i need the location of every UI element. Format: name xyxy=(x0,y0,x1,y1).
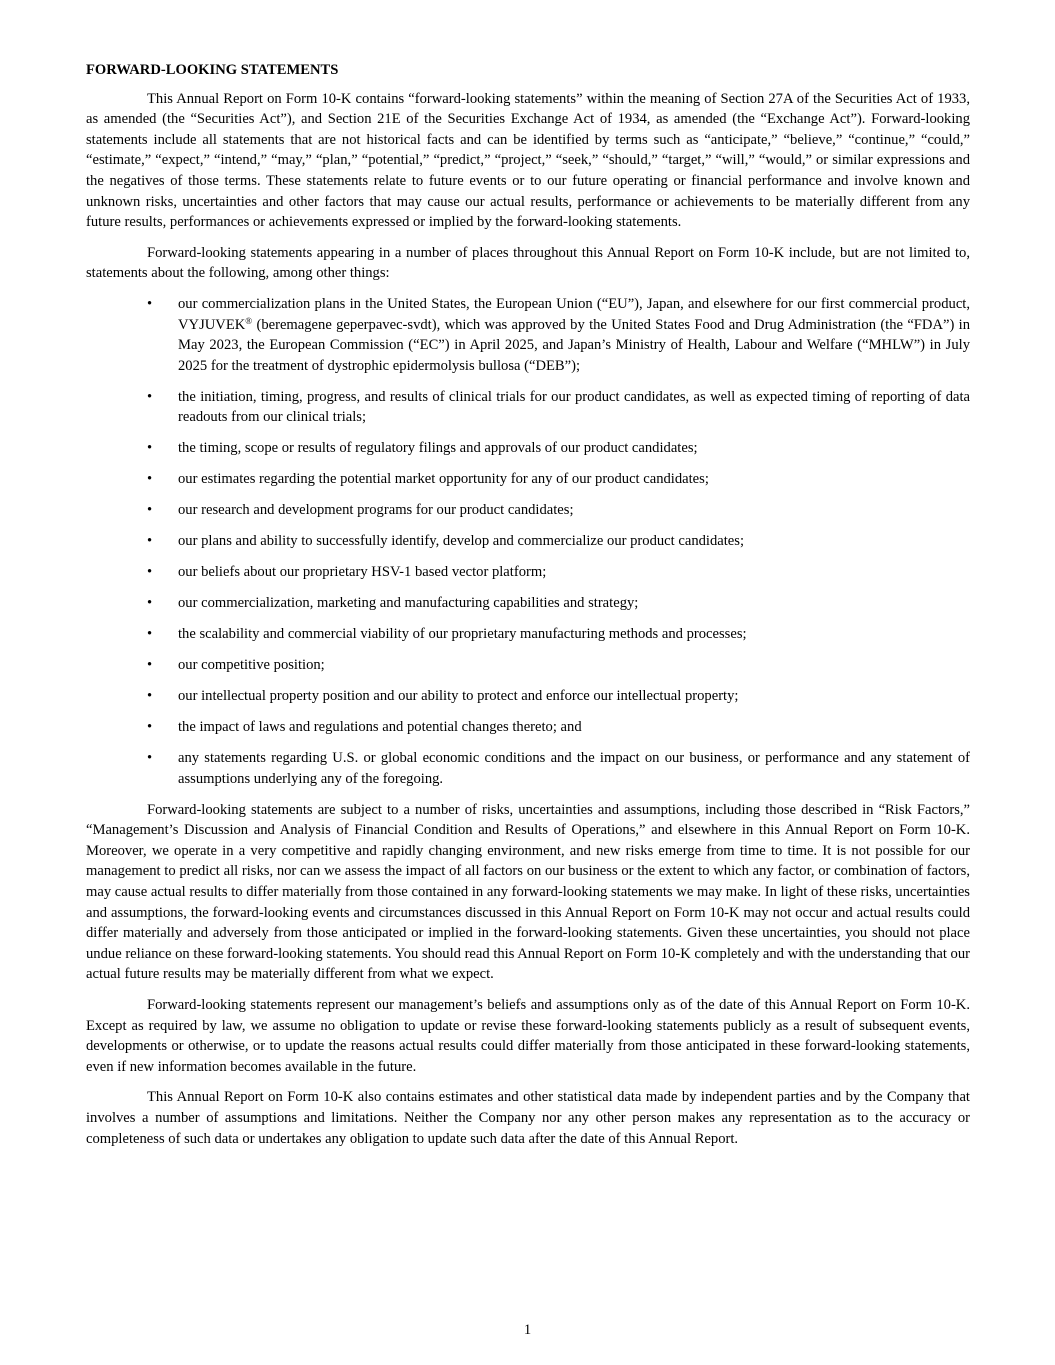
list-item xyxy=(86,686,970,707)
list-item xyxy=(86,593,970,614)
bullet-mark: • xyxy=(147,388,153,405)
bullet-mark: • xyxy=(147,533,153,550)
outro-paragraph-3: This Annual Report on Form 10-K also contains estimates and other statistical data made by independent parties and by the Company that involves a number of assumptions and limitations. Neither the Company nor any other person makes any representation as to the accuracy or completeness of such data or undertakes any obligation to update such data after the date of this Annual Report. xyxy=(86,1089,970,1147)
list-item-text: our commercialization plans in the United States, the European Union (“EU”), Japan, and elsewhere for our first commercial product, VYJUVEK xyxy=(178,295,970,333)
bullet-mark: • xyxy=(147,440,153,457)
bullet-mark: • xyxy=(147,750,153,767)
list-item xyxy=(86,562,970,583)
registered-mark: ® xyxy=(245,315,253,326)
list-item-text: our plans and ability to successfully identify, develop and commercialize our product candidates; xyxy=(178,533,745,550)
list-item-text: our intellectual property position and our ability to protect and enforce our intellectual property; xyxy=(178,688,739,705)
list-item-text: any statements regarding U.S. or global economic conditions and the impact on our business, or performance and any statement of assumptions underlying any of the foregoing. xyxy=(178,750,970,787)
bullet-mark: • xyxy=(147,657,153,674)
list-item xyxy=(86,387,970,428)
bullet-mark: • xyxy=(147,719,153,736)
intro-paragraph-2: Forward-looking statements appearing in a number of places throughout this Annual Report on Form 10-K include, but are not limited to, statements about the following, among other things: xyxy=(86,244,970,282)
list-item xyxy=(86,500,970,521)
list-item-text: the initiation, timing, progress, and results of clinical trials for our product candidates, as well as expected timing of reporting of data readouts from our clinical trials; xyxy=(178,388,970,426)
bullet-mark: • xyxy=(147,564,153,581)
list-item xyxy=(86,294,970,376)
bullet-mark: • xyxy=(147,688,153,705)
list-item xyxy=(86,655,970,676)
list-item-text: our estimates regarding the potential market opportunity for any of our product candidates; xyxy=(178,471,709,488)
bullet-list xyxy=(86,294,970,789)
section-heading: FORWARD-LOOKING STATEMENTS xyxy=(86,62,339,78)
bullet-mark: • xyxy=(147,471,153,488)
list-item xyxy=(86,469,970,490)
list-item-text: our beliefs about our proprietary HSV-1 based vector platform; xyxy=(178,564,547,581)
page-number: 1 xyxy=(523,1322,532,1338)
list-item-text: the timing, scope or results of regulatory filings and approvals of our product candidates; xyxy=(178,440,698,457)
list-item-text: our commercialization, marketing and manufacturing capabilities and strategy; xyxy=(178,595,639,612)
list-item xyxy=(86,717,970,738)
list-item xyxy=(86,624,970,645)
document-page xyxy=(86,60,970,1159)
list-item-text: (beremagene geperpavec-svdt), which was approved by the United States Food and Drug Administration (the “FDA”) in May 2023, the European Commission (“EC”) in April 2025, and Japan’s Ministry of Health, Labour and Welfare (“MHLW”) in July 2025 for the treatment of dystrophic epidermolysis bullosa (“DEB”); xyxy=(178,316,970,374)
list-item xyxy=(86,748,970,789)
bullet-mark: • xyxy=(147,502,153,519)
outro-paragraph-1: Forward-looking statements are subject to a number of risks, uncertainties and assumptions, including those described in “Risk Factors,” “Management’s Discussion and Analysis of Financial Condition and Results of Operations,” and elsewhere in this Annual Report on Form 10-K. Moreover, we operate in a very competitive and rapidly changing environment, and new risks emerge from time to time. It is not possible for our management to predict all risks, nor can we assess the impact of all factors on our business or the extent to which any factor, or combination of factors, may cause actual results to differ materially from those contained in any forward-looking statements we may make. In light of these risks, uncertainties and assumptions, the forward-looking events and circumstances discussed in this Annual Report on Form 10-K may not occur and actual results could differ materially and adversely from those anticipated or implied in the forward-looking statements. Given these uncertainties, you should not place undue reliance on these forward-looking statements. You should read this Annual Report on Form 10-K completely and with the understanding that our actual future results may be materially different from what we expect. xyxy=(86,801,970,983)
bullet-mark: • xyxy=(147,626,153,643)
list-item-text: our research and development programs for our product candidates; xyxy=(178,502,574,519)
bullet-mark: • xyxy=(147,295,153,312)
list-item-text: the scalability and commercial viability of our proprietary manufacturing methods and processes; xyxy=(178,626,747,643)
list-item-text: the impact of laws and regulations and potential changes thereto; and xyxy=(178,719,582,736)
list-item-text: our competitive position; xyxy=(178,657,325,674)
intro-paragraph-1: This Annual Report on Form 10-K contains “forward-looking statements” within the meaning of Section 27A of the Securities Act of 1933, as amended (the “Securities Act”), and Section 21E of the Securities Exchange Act of 1934, as amended (the “Exchange Act”). Forward-looking statements include all statements that are not historical facts and can be identified by terms such as “anticipate,” “believe,” “continue,” “could,” “estimate,” “expect,” “intend,” “may,” “plan,” “potential,” “predict,” “project,” “seek,” “should,” “target,” “will,” “would,” or similar expressions and the negatives of those terms. These statements relate to future events or to our future operating or financial performance and involve known and unknown risks, uncertainties and other factors that may cause our actual results, performance or achievements to be materially different from any future results, performances or achievements expressed or implied by the forward-looking statements. xyxy=(86,90,970,231)
list-item xyxy=(86,438,970,459)
outro-paragraph-2: Forward-looking statements represent our management’s beliefs and assumptions only as of the date of this Annual Report on Form 10-K. Except as required by law, we assume no obligation to update or revise these forward-looking statements publicly as a result of subsequent events, developments or otherwise, or to update the reasons actual results could differ materially from those anticipated in these forward-looking statements, even if new information becomes available in the future. xyxy=(86,997,970,1075)
bullet-mark: • xyxy=(147,595,153,612)
list-item xyxy=(86,531,970,552)
